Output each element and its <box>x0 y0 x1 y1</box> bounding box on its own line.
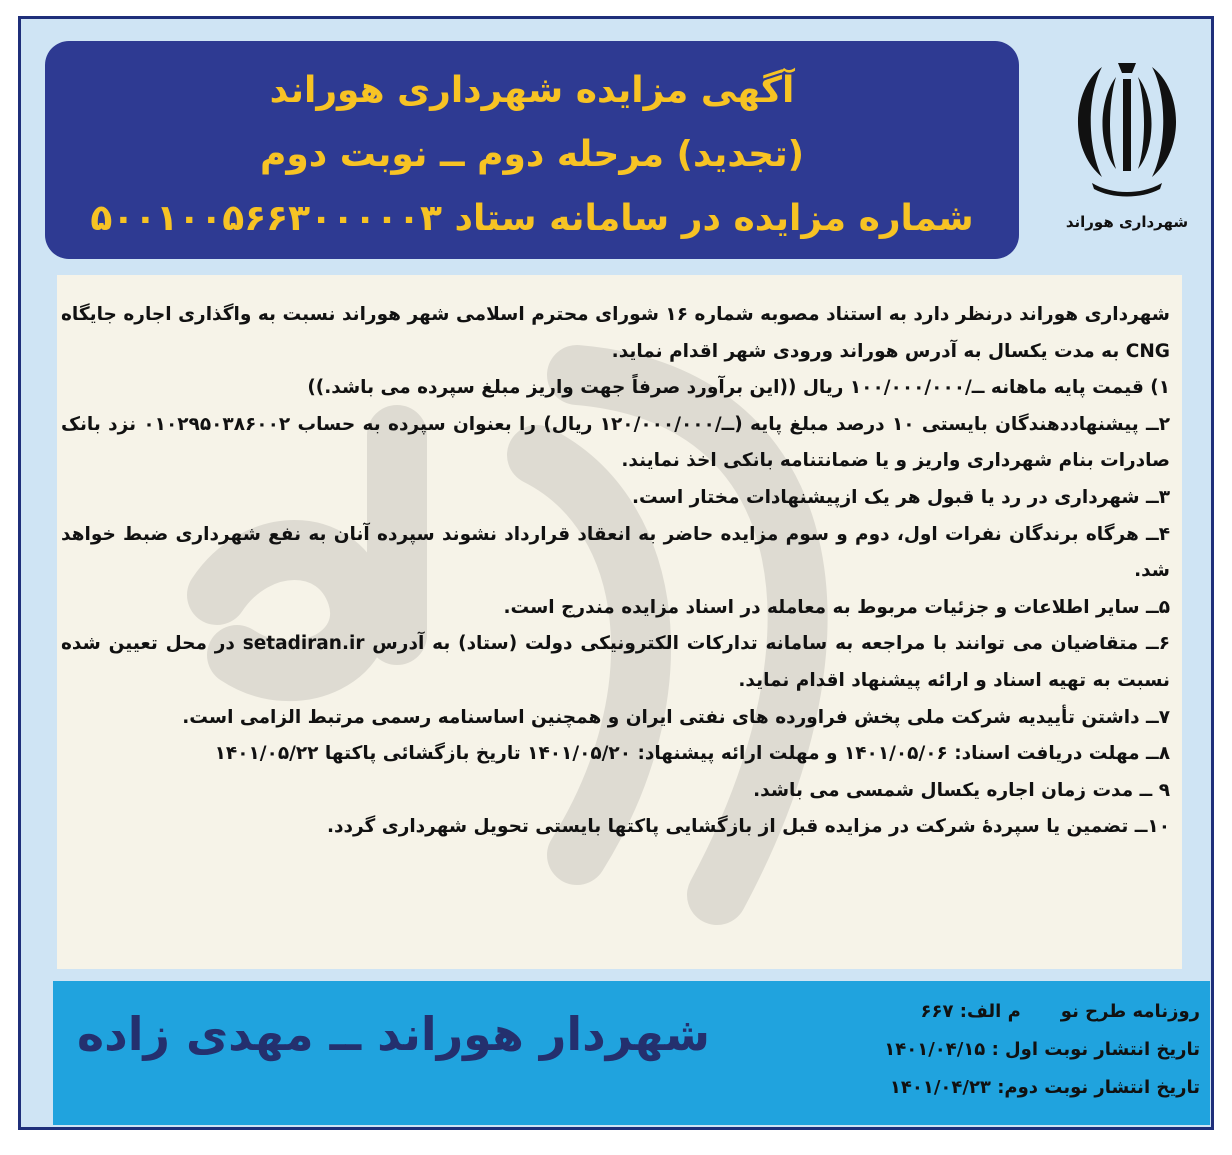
logo-block <box>1043 41 1211 253</box>
newspaper-name: روزنامه طرح نو <box>1060 1001 1200 1022</box>
clause-7: ۷ــ داشتن تأییدیه شرکت ملی پخش فراورده های نفتی ایران و همچنین اساسنامه رسمی مرتبط الزامی است. <box>182 706 1170 728</box>
clause-10: ۱۰ــ تضمین یا سپردهٔ شرکت در مزایده قبل از بازگشایی پاکتها بایستی تحویل شهرداری گردد. <box>327 816 1170 838</box>
title-line-2: (تجدید) مرحله دوم ــ نوبت دوم <box>259 134 805 175</box>
clause-1: ۱) قیمت پایه ماهانه ــ/۱۰۰/۰۰۰/۰۰۰ ریال ((این برآورد صرفاً جهت واریز مبلغ سپرده می باشد.)) <box>307 377 1170 399</box>
clause-8: ۸ــ مهلت دریافت اسناد: ۱۴۰۱/۰۵/۰۶ و مهلت ارائه پیشنهاد: ۱۴۰۱/۰۵/۲۰ تاریخ بازگشائی پاکتها ۱۴۰۱/۰۵/۲۲ <box>214 743 1170 765</box>
announcement-body <box>57 275 1182 969</box>
footer-banner <box>53 981 1210 1125</box>
ad-number: م الف: ۶۶۷ <box>920 1001 1021 1022</box>
clause-9: ۹ ــ مدت زمان اجاره یکسال شمسی می باشد. <box>753 779 1170 801</box>
title-banner <box>45 41 1019 259</box>
intro-paragraph: شهرداری هوراند درنظر دارد به استناد مصوبه شماره ۱۶ شورای محترم اسلامی شهر هوراند نسبت به واگذاری اجاره جایگاه CNG به مدت یکسال به آدرس هوراند ورودی شهر اقدام نماید. <box>61 304 1170 362</box>
clause-6: ۶ــ متقاضیان می توانند با مراجعه به سامانه تدارکات الکترونیکی دولت (ستاد) به آدرس setadiran.ir در محل تعیین شده نسبت به تهیه اسناد و ارائه پیشنهاد اقدام نماید. <box>61 633 1170 691</box>
clause-4: ۴ــ هرگاه برندگان نفرات اول، دوم و سوم مزایده حاضر به انعقاد قرارداد نشوند سپرده آنان به نفع شهرداری ضبط خواهد شد. <box>61 523 1170 582</box>
newspaper-row <box>840 993 1200 1031</box>
title-line-1: آگهی مزایده شهرداری هوراند <box>269 70 795 111</box>
publication-info <box>840 993 1200 1107</box>
mayor-signature: شهردار هوراند ــ مهدی زاده <box>77 1007 710 1061</box>
iran-emblem-icon <box>1062 49 1192 199</box>
clause-3: ۳ــ شهرداری در رد یا قبول هر یک ازپیشنهادات مختار است. <box>632 486 1170 508</box>
first-publish-date: تاریخ انتشار نوبت اول : ۱۴۰۱/۰۴/۱۵ <box>884 1039 1200 1060</box>
clause-2: ۲ــ پیشنهاددهندگان بایستی ۱۰ درصد مبلغ پایه (ــ/۱۲۰/۰۰۰/۰۰۰ ریال) را بعنوان سپرده به حساب ۰۱۰۲۹۵۰۳۸۶۰۰۲ نزد بانک صادرات بنام شهرداری واریز و یا ضمانتنامه بانکی اخذ نمایند. <box>61 413 1170 472</box>
second-publish-date: تاریخ انتشار نوبت دوم: ۱۴۰۱/۰۴/۲۳ <box>889 1077 1200 1098</box>
advertisement-frame <box>18 16 1214 1130</box>
clause-5: ۵ــ سایر اطلاعات و جزئیات مربوط به معامله در اسناد مزایده مندرج است. <box>503 596 1170 618</box>
announcement-text <box>57 275 1182 846</box>
title-line-3: شماره مزایده در سامانه ستاد ۵۰۰۱۰۰۵۶۶۳۰۰۰۰۰۳ <box>90 198 974 239</box>
logo-caption: شهرداری هوراند <box>1065 213 1189 231</box>
